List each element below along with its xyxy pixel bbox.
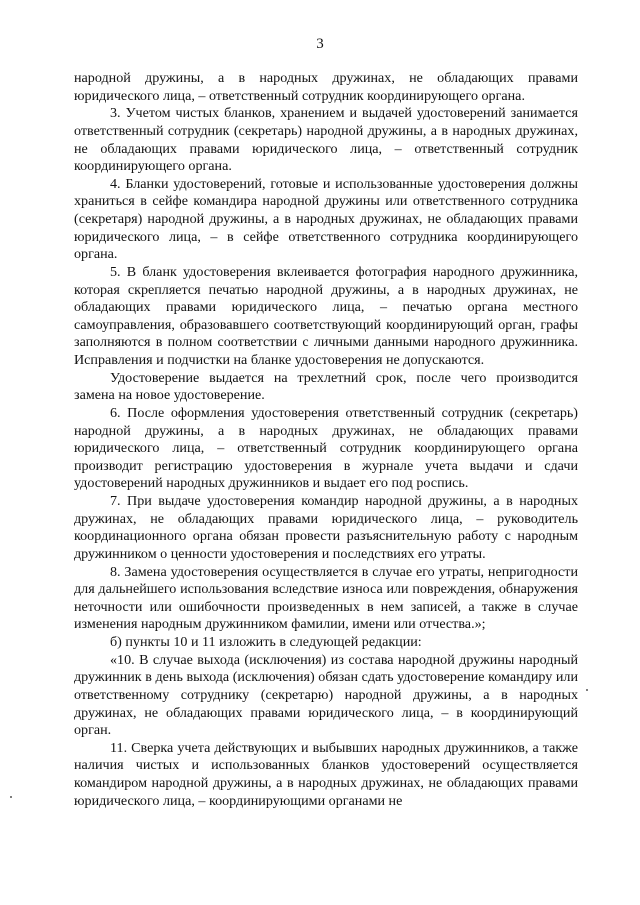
scan-speck (586, 689, 588, 691)
paragraph: 5. В бланк удостоверения вклеивается фотография народного дружинника, которая скрепляется печатью народной дружины, а в народных дружинах, не обладающих правами юридического лица, – печатью органа местного самоуправления, образовавшего соответствующий координирующий орган, графы заполняются в полном соответствии с личными данными народного дружинника. Исправления и подчистки на бланке удостоверения не допускаются. (74, 263, 578, 368)
paragraph: 4. Бланки удостоверений, готовые и использованные удостоверения должны храниться в сейфе командира народной дружины или ответственного сотрудника (секретаря) народной дружины, а в народных дружинах, не обладающих правами юридического лица, – в сейфе ответственного сотрудника координирующего органа. (74, 175, 578, 263)
paragraph: Удостоверение выдается на трехлетний срок, после чего производится замена на новое удостоверение. (74, 369, 578, 404)
paragraph: 11. Сверка учета действующих и выбывших народных дружинников, а также наличия чистых и использованных бланков удостоверений осуществляется командиром народной дружины, а в народных дружинах, не обладающих правами юридического лица, – координирующими органами не (74, 739, 578, 809)
scan-speck (10, 796, 12, 798)
paragraph: народной дружины, а в народных дружинах, не обладающих правами юридического лица, – ответственный сотрудник координирующего органа. (74, 70, 578, 104)
paragraph: 8. Замена удостоверения осуществляется в случае его утраты, непригодности для дальнейшего использования вследствие износа или повреждения, обнаружения неточности или ошибочности произведенных в нем записей, а также в случае изменения народным дружинником фамилии, имени или отчества.»; (74, 563, 578, 633)
paragraph: 3. Учетом чистых бланков, хранением и выдачей удостоверений занимается ответственный сотрудник (секретарь) народной дружины, а в народных дружинах, не обладающих правами юридического лица, – ответственный сотрудник координирующего органа. (74, 105, 578, 175)
page-number: 3 (316, 36, 324, 52)
paragraph: б) пункты 10 и 11 изложить в следующей редакции: (110, 634, 422, 650)
document-body (74, 70, 578, 810)
paragraph: 6. После оформления удостоверения ответственный сотрудник (секретарь) народной дружины, а в народных дружинах, не обладающих правами юридического лица, – ответственный сотрудник координирующего органа производит регистрацию удостоверения в журнале учета выдачи и сдачи удостоверений народных дружинников и выдает его под роспись. (74, 404, 578, 492)
paragraph: «10. В случае выхода (исключения) из состава народной дружины народный дружинник в день выхода (исключения) обязан сдать удостоверение командиру или ответственному сотруднику (секретарю) народной дружины, а в народных дружинах, не обладающих правами юридического лица, – в координирующий орган. (74, 651, 578, 739)
paragraph: 7. При выдаче удостоверения командир народной дружины, а в народных дружинах, не обладающих правами юридического лица, – руководитель координационного органа обязан провести разъяснительную работу с народным дружинником о ценности удостоверения и последствиях его утраты. (74, 493, 578, 562)
